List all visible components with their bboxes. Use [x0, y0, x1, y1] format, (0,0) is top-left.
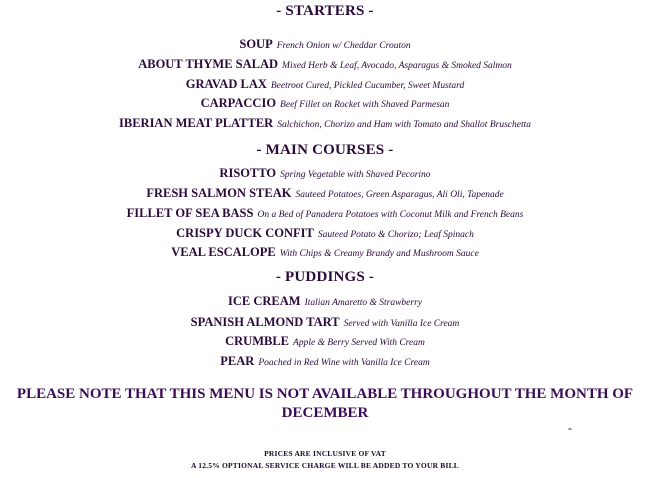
menu-item-fillet-of-sea-bass [0, 205, 650, 223]
item-description: Sauteed Potatoes, Green Asparagus, Ali Oli, Tapenade [295, 190, 504, 200]
menu-item-ice-cream [0, 293, 650, 311]
item-name: FILLET OF SEA BASS [126, 206, 254, 220]
availability-note-line-1: PLEASE NOTE THAT THIS MENU IS NOT AVAILABLE THROUGHOUT THE MONTH OF [16, 386, 634, 402]
item-description: Mixed Herb & Leaf, Avocado, Asparagus & Smoked Salmon [282, 61, 512, 71]
menu-item-crispy-duck-confit [0, 225, 650, 243]
starters-heading: - STARTERS - [276, 3, 374, 19]
item-description: On a Bed of Panadera Potatoes with Coconut Milk and French Beans [257, 210, 524, 220]
main-courses-heading: - MAIN COURSES - [256, 142, 394, 158]
availability-note [0, 385, 650, 423]
menu-item-gravad-lax [0, 76, 650, 94]
item-name: FRESH SALMON STEAK [146, 186, 292, 200]
item-name: PEAR [220, 354, 255, 368]
item-name: ABOUT THYME SALAD [138, 57, 279, 71]
vat-notice: PRICES ARE INCLUSIVE OF VAT [264, 449, 386, 458]
item-description: With Chips & Creamy Brandy and Mushroom Sauce [279, 249, 479, 259]
item-name: CRUMBLE [225, 334, 290, 348]
menu-item-risotto [0, 165, 650, 183]
menu-item-iberian-meat-platter [0, 115, 650, 133]
item-name: GRAVAD LAX [185, 77, 267, 91]
item-name: RISOTTO [219, 166, 277, 180]
item-description: French Onion w/ Cheddar Crouton [276, 41, 411, 51]
item-description: Italian Amaretto & Strawberry [304, 298, 422, 308]
item-description: Spring Vegetable with Shaved Pecorino [280, 170, 431, 180]
item-description: Beef Fillet on Rocket with Shaved Parmesan [280, 100, 450, 110]
item-name: ICE CREAM [227, 294, 301, 308]
menu-item-soup [0, 36, 650, 54]
menu-item-about-thyme-salad [0, 56, 650, 74]
dash-mark: - [568, 421, 572, 435]
item-description: Apple & Berry Served With Cream [293, 338, 425, 348]
item-description: Served with Vanilla Ice Cream [343, 319, 460, 329]
item-name: SOUP [239, 37, 273, 51]
item-name: CRISPY DUCK CONFIT [176, 226, 314, 240]
item-description: Sauteed Potato & Chorizo; Leaf Spinach [317, 230, 474, 240]
item-description: Beetroot Cured, Pickled Cucumber, Sweet Mustard [270, 81, 465, 91]
item-description: Poached in Red Wine with Vanilla Ice Cream [258, 358, 430, 368]
puddings-heading: - PUDDINGS - [275, 269, 375, 285]
item-name: VEAL ESCALOPE [171, 245, 276, 259]
availability-note-line-2: DECEMBER [281, 405, 369, 421]
menu-item-crumble [0, 333, 650, 351]
menu-item-spanish-almond-tart [0, 314, 650, 332]
item-name: SPANISH ALMOND TART [190, 315, 340, 329]
menu-item-veal-escalope [0, 244, 650, 262]
menu-item-fresh-salmon-steak [0, 185, 650, 203]
item-name: CARPACCIO [200, 96, 277, 110]
item-description: Salchichon, Chorizo and Ham with Tomato and Shallot Bruschetta [277, 120, 531, 130]
service-charge-notice: A 12.5% OPTIONAL SERVICE CHARGE WILL BE ADDED TO YOUR BILL [191, 461, 459, 470]
menu-item-pear [0, 353, 650, 371]
menu-item-carpaccio [0, 95, 650, 113]
item-name: IBERIAN MEAT PLATTER [119, 116, 274, 130]
